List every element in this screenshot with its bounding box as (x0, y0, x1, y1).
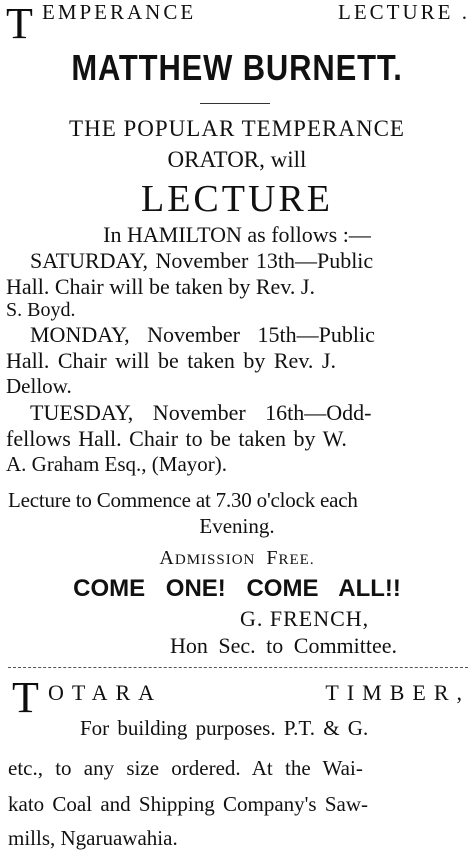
admission-cap: A (159, 547, 175, 569)
saturday-line-3: S. Boyd. (6, 299, 76, 321)
come-one-come-all: COME ONE! COME ALL!! (73, 575, 401, 602)
tuesday-line-1: TUESDAY, November 16th—Odd- (30, 400, 372, 425)
commence-line-1: Lecture to Commence at 7.30 o'clock each (8, 488, 358, 512)
orator-will-line: ORATOR, will (167, 147, 307, 172)
secretary-name: G. FRENCH, (240, 606, 370, 631)
monday-line-2: Hall. Chair will be taken by Rev. J. (6, 348, 336, 373)
totara-word: OTARA (48, 680, 163, 705)
monday-line-3: Dellow. (6, 374, 72, 398)
lecture-title: LECTURE (141, 178, 333, 220)
temperance-word: EMPERANCE (42, 0, 197, 24)
lecturer-name: MATTHEW BURNETT. (71, 47, 403, 88)
tuesday-line-3: A. Graham Esq., (Mayor). (6, 452, 228, 476)
saturday-line-1: SATURDAY, November 13th—Public (30, 248, 374, 273)
timber-word: TIMBER, (325, 680, 470, 705)
lecture-word: LECTURE . (338, 0, 470, 24)
rule-under-name (200, 103, 270, 104)
temperance-heading (42, 2, 470, 23)
timber-line-4: mills, Ngaruawahia. (8, 826, 178, 850)
timber-line-2: etc., to any size ordered. At the Wai- (8, 756, 363, 780)
commence-line-2: Evening. (199, 514, 275, 538)
totara-heading (48, 682, 470, 704)
totara-dropcap: T (12, 673, 39, 722)
admission-rest: DMISSION (174, 552, 256, 568)
temperance-dropcap: T (6, 0, 33, 48)
advert-divider (8, 667, 468, 668)
tuesday-line-2: fellows Hall. Chair to be taken by W. (6, 426, 347, 451)
secretary-title: Hon Sec. to Committee. (170, 633, 398, 658)
saturday-line-2-text: Hall. Chair will be taken by Rev. J. (6, 274, 315, 299)
in-hamilton-line: In HAMILTON as follows :— (103, 222, 371, 247)
monday-line-1: MONDAY, November 15th—Public (30, 322, 375, 347)
saturday-line-2 (6, 276, 470, 298)
timber-line-3: kato Coal and Shipping Company's Saw- (8, 792, 369, 816)
popular-orator-line: THE POPULAR TEMPERANCE (69, 116, 405, 141)
timber-line-1: For building purposes. P.T. & G. (80, 716, 369, 740)
admission-line (0, 548, 474, 568)
free-rest: REE. (278, 552, 315, 568)
free-cap: F (266, 547, 279, 569)
